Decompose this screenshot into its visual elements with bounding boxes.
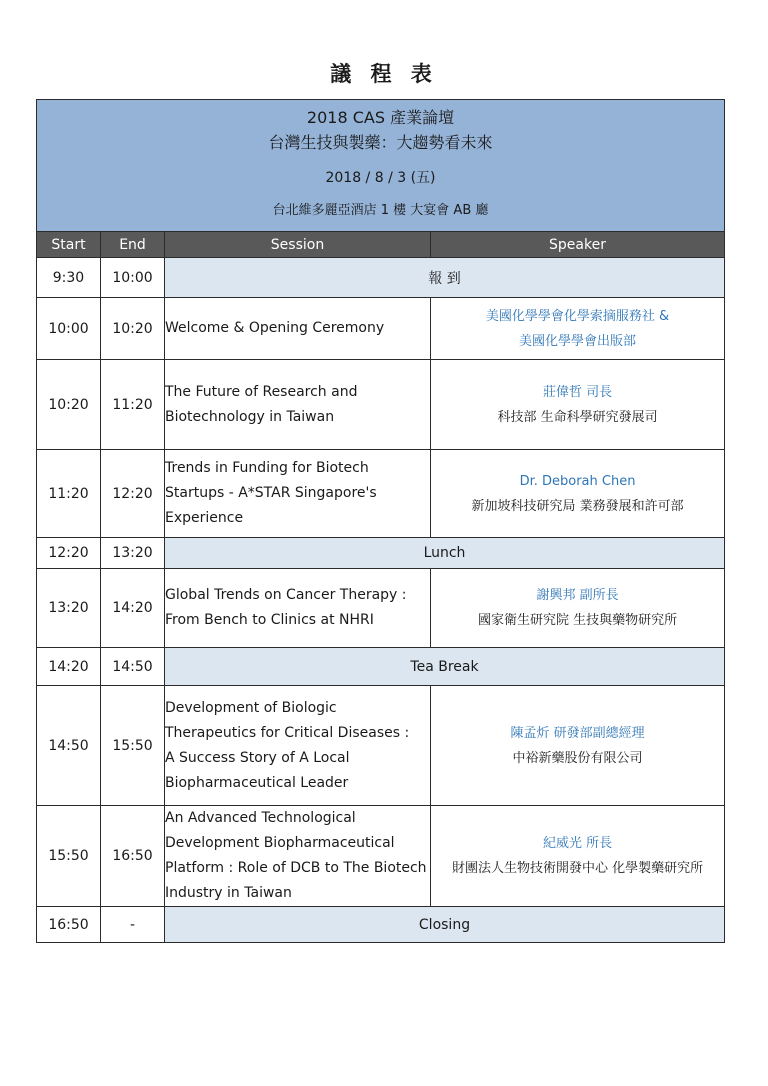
speaker-organization: 中裕新藥股份有限公司: [512, 750, 643, 766]
start-time: 9:30: [37, 258, 101, 298]
agenda-row: [37, 258, 725, 298]
break-label: 報 到: [165, 258, 725, 298]
end-time: 14:50: [101, 648, 165, 686]
event-subtitle: 台灣生技與製藥：大趨勢看未來: [268, 133, 493, 152]
agenda-table: [36, 99, 725, 943]
end-time: 10:00: [101, 258, 165, 298]
session-title: [165, 298, 431, 360]
session-title: [165, 360, 431, 450]
speaker-organization: 科技部 生命科學研究發展司: [497, 409, 658, 425]
start-time: 16:50: [37, 907, 101, 943]
end-time: 15:50: [101, 686, 165, 806]
event-header: [37, 100, 725, 232]
agenda-row: [37, 538, 725, 569]
session-line: Experience: [165, 510, 244, 526]
agenda-body: [37, 258, 725, 943]
column-header-start: Start: [37, 232, 101, 258]
speaker-name: Dr. Deborah Chen: [519, 473, 636, 489]
session-line: From Bench to Clinics at NHRI: [165, 612, 374, 628]
end-time: 12:20: [101, 450, 165, 538]
agenda-row: [37, 806, 725, 907]
end-time: 16:50: [101, 806, 165, 907]
session-line: Global Trends on Cancer Therapy :: [165, 587, 407, 603]
session-line: Therapeutics for Critical Diseases :: [165, 724, 410, 741]
column-header-row: [37, 232, 725, 258]
session-line: Biotechnology in Taiwan: [165, 408, 335, 425]
speaker-cell: [431, 806, 725, 907]
column-header-end: End: [101, 232, 165, 258]
speaker-name: 莊偉哲 司長: [542, 384, 613, 400]
session-line: Development of Biologic: [165, 699, 337, 716]
session-line: Industry in Taiwan: [165, 885, 292, 901]
speaker-name: 陳孟炘 研發部副總經理: [510, 725, 645, 741]
session-line: A Success Story of A Local: [165, 749, 350, 766]
speaker-organization: 國家衛生研究院 生技與藥物研究所: [477, 613, 678, 628]
event-venue: 台北維多麗亞酒店 1 樓 大宴會 AB 廳: [272, 203, 489, 218]
agenda-row: [37, 450, 725, 538]
start-time: 14:50: [37, 686, 101, 806]
session-line: Development Biopharmaceutical: [165, 835, 395, 851]
session-title: [165, 450, 431, 538]
session-line: Startups - A*STAR Singapore's: [165, 485, 377, 501]
event-header-row: [37, 100, 725, 232]
speaker-organization: 財團法人生物技術開發中心 化學製藥研究所: [451, 861, 704, 876]
session-line: Welcome & Opening Ceremony: [165, 320, 385, 336]
speaker-name: 紀威光 所長: [542, 836, 613, 851]
start-time: 12:20: [37, 538, 101, 569]
session-title: [165, 569, 431, 648]
start-time: 10:20: [37, 360, 101, 450]
break-label: Tea Break: [165, 648, 725, 686]
break-label: Closing: [165, 907, 725, 943]
end-time: 10:20: [101, 298, 165, 360]
speaker-cell: [431, 686, 725, 806]
speaker-cell: [431, 569, 725, 648]
start-time: 10:00: [37, 298, 101, 360]
column-header-speaker: Speaker: [431, 232, 725, 258]
session-line: Biopharmaceutical Leader: [165, 774, 349, 791]
session-line: Platform : Role of DCB to The Biotech: [165, 860, 427, 876]
session-title: [165, 686, 431, 806]
speaker-name: 美國化學學會化學索摘服務社 &: [485, 308, 670, 324]
event-title: 2018 CAS 產業論壇: [306, 108, 455, 127]
agenda-row: [37, 298, 725, 360]
session-line: Trends in Funding for Biotech: [165, 460, 369, 476]
agenda-row: [37, 907, 725, 943]
end-time: 13:20: [101, 538, 165, 569]
end-time: 11:20: [101, 360, 165, 450]
speaker-organization: 新加坡科技研究局 業務發展和許可部: [471, 498, 684, 514]
end-time: 14:20: [101, 569, 165, 648]
document-title: 議 程 表: [330, 62, 438, 86]
column-header-session: Session: [165, 232, 431, 258]
speaker-name: 美國化學學會出版部: [519, 333, 637, 349]
speaker-cell: [431, 360, 725, 450]
speaker-name: 謝興邦 副所長: [536, 588, 619, 603]
agenda-row: [37, 686, 725, 806]
session-title: [165, 806, 431, 907]
event-date: 2018 / 8 / 3 (五): [325, 170, 436, 186]
end-time: -: [101, 907, 165, 943]
start-time: 13:20: [37, 569, 101, 648]
start-time: 15:50: [37, 806, 101, 907]
speaker-cell: [431, 298, 725, 360]
session-line: An Advanced Technological: [165, 810, 356, 826]
agenda-row: [37, 648, 725, 686]
start-time: 11:20: [37, 450, 101, 538]
break-label: Lunch: [165, 538, 725, 569]
agenda-row: [37, 360, 725, 450]
start-time: 14:20: [37, 648, 101, 686]
agenda-row: [37, 569, 725, 648]
speaker-cell: [431, 450, 725, 538]
session-line: The Future of Research and: [165, 383, 358, 400]
